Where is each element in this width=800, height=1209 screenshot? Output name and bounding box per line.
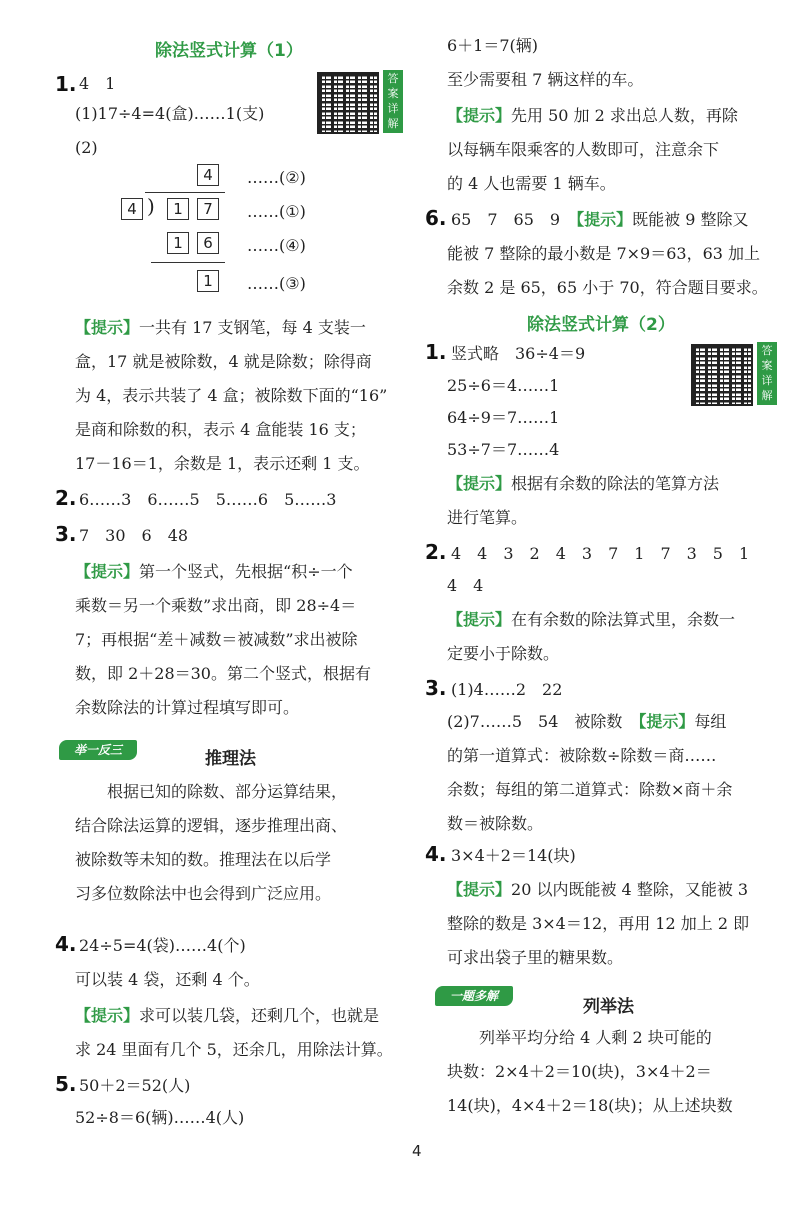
hint-label: 【提示】 (75, 1006, 140, 1025)
method-title-enumeration: 列举法 (583, 997, 634, 1017)
p4-hint-line1 (447, 880, 748, 900)
q4-hint-line2: 求 24 里面有几个 5，还余几，用除法计算。 (75, 1040, 393, 1059)
section-title-2: 除法竖式计算（2） (527, 315, 675, 335)
mark-1: ……(①) (247, 202, 306, 221)
p2-hint-line2: 定要小于除数。 (447, 644, 560, 663)
answer-detail-badge[interactable]: 答案详解 (757, 342, 777, 405)
p3-hint-line3: 余数；每组的第二道算式：除数×商＋余 (447, 780, 733, 799)
hint-text: 既能被 9 整除又 (632, 210, 749, 229)
subtraction-line (151, 262, 225, 263)
product-box-1: 1 (167, 232, 189, 254)
p3-number: 3. (425, 676, 447, 700)
hint-text: 20 以内既能被 4 整除，又能被 3 (511, 880, 749, 899)
p4-line1: 3×4＋2＝14(块) (451, 846, 576, 865)
method-title-reasoning: 推理法 (205, 749, 256, 769)
hint-label: 【提示】 (75, 318, 140, 337)
p1-line3: 64÷9＝7……1 (447, 408, 560, 427)
q6-line1 (451, 210, 748, 230)
q3-hint-line1 (75, 562, 353, 582)
p4-hint-line2: 整除的数是 3×4＝12，再用 12 加上 2 即 (447, 914, 750, 933)
q1-hint-line3: 为 4，表示共装了 4 盒；被除数下面的“16” (75, 386, 388, 405)
q1-number: 1. (55, 72, 77, 96)
q1-line1: 4 1 (79, 74, 116, 93)
hint-label: 【提示】 (447, 106, 512, 125)
q1-line3: (2) (75, 138, 98, 157)
division-bar (145, 192, 225, 193)
hint-text: 在有余数的除法算式里，余数一 (511, 610, 736, 629)
q5-hint-line1 (447, 106, 738, 126)
method1-line4: 习多位数除法中也会得到广泛应用。 (75, 884, 332, 903)
q5-line3: 6＋1＝7(辆) (447, 36, 539, 55)
qr-code-icon[interactable] (317, 72, 379, 134)
hint-label: 【提示】 (75, 562, 140, 581)
mark-4: ……(④) (247, 236, 306, 255)
method2-line1: 列举平均分给 4 人剩 2 块可能的 (479, 1028, 712, 1047)
q3-hint-line2: 乘数＝另一个乘数”求出商，即 28÷4＝ (75, 596, 357, 615)
hint-label: 【提示】 (447, 880, 512, 899)
p3-line2 (447, 712, 726, 732)
q1-hint-line1 (75, 318, 366, 338)
q3-number: 3. (55, 522, 77, 546)
hint-text: 求可以装几袋，还剩几个，也就是 (139, 1006, 380, 1025)
banner-ju-yi-fan-san: 举一反三 (59, 740, 137, 760)
hint-label: 【提示】 (638, 712, 695, 731)
p1-hint-line1 (447, 474, 719, 494)
q3-hint-line5: 余数除法的计算过程填写即可。 (75, 698, 300, 717)
p2-hint-line1 (447, 610, 735, 630)
hint-text: 一共有 17 支钢笔，每 4 支装一 (139, 318, 366, 337)
q3-hint-line3: 7；再根据“差＋减数＝被减数”求出被除 (75, 630, 358, 649)
p1-number: 1. (425, 340, 447, 364)
qr-code-icon[interactable] (691, 344, 753, 406)
p3-hint-line4: 数＝被除数。 (447, 814, 544, 833)
p4-number: 4. (425, 842, 447, 866)
hint-label: 【提示】 (447, 474, 512, 493)
q5-line4: 至少需要租 7 辆这样的车。 (447, 70, 644, 89)
q6-hint-line2: 能被 7 整除的最小数是 7×9＝63，63 加上 (447, 244, 761, 263)
hint-text: 根据有余数的除法的笔算方法 (511, 474, 720, 493)
p1-line2: 25÷6＝4……1 (447, 376, 560, 395)
method1-line2: 结合除法运算的逻辑，逐步推理出商、 (75, 816, 348, 835)
p2-number: 2. (425, 540, 447, 564)
section-title-1: 除法竖式计算（1） (155, 41, 303, 61)
hint-text: 第一个竖式，先根据“积÷一个 (139, 562, 353, 581)
mark-3: ……(③) (247, 274, 306, 293)
hint-label: 【提示】 (576, 210, 633, 229)
q6-number: 6. (425, 206, 447, 230)
q2-line1: 6……3 6……5 5……6 5……3 (79, 490, 337, 509)
q1-line2: (1)17÷4=4(盒)……1(支) (75, 104, 265, 123)
q5-hint-line3: 的 4 人也需要 1 辆车。 (447, 174, 616, 193)
q5-line1: 50＋2＝52(人) (79, 1076, 191, 1095)
remainder-box: 1 (197, 270, 219, 292)
p2-line1: 4 4 3 2 4 3 7 1 7 3 5 1 (451, 544, 750, 563)
p1-line1: 竖式略 36÷4＝9 (451, 344, 586, 363)
hint-text: 每组 (694, 712, 727, 731)
p1-line4: 53÷7＝7……4 (447, 440, 560, 459)
method2-line3: 14(块)，4×4＋2＝18(块)；从上述块数 (447, 1096, 733, 1115)
method1-line3: 被除数等未知的数。推理法在以后学 (75, 850, 332, 869)
product-box-2: 6 (197, 232, 219, 254)
q3-line1: 7 30 6 48 (79, 526, 189, 545)
answer-detail-badge[interactable]: 答案详解 (383, 70, 403, 133)
division-bracket-icon: ) (147, 194, 155, 218)
mark-2: ……(②) (247, 168, 306, 187)
p3-hint-line2: 的第一道算式：被除数÷除数＝商…… (447, 746, 717, 765)
q1-hint-line5: 17－16＝1，余数是 1，表示还剩 1 支。 (75, 454, 370, 473)
p4-hint-line3: 可求出袋子里的糖果数。 (447, 948, 624, 967)
p3-line1: (1)4……2 22 (451, 680, 563, 699)
q4-line2: 可以装 4 袋，还剩 4 个。 (75, 970, 260, 989)
method2-line2: 块数：2×4＋2＝10(块)，3×4＋2＝ (447, 1062, 712, 1081)
divisor-box: 4 (121, 198, 143, 220)
dividend-box-1: 1 (167, 198, 189, 220)
hint-text: 先用 50 加 2 求出总人数，再除 (511, 106, 738, 125)
q5-line2: 52÷8＝6(辆)……4(人) (75, 1108, 245, 1127)
q5-number: 5. (55, 1072, 77, 1096)
p2-line2: 4 4 (447, 576, 484, 595)
banner-yi-ti-duo-jie: 一题多解 (435, 986, 513, 1006)
q4-hint-line1 (75, 1006, 379, 1026)
q6-answers: 65 7 65 9 (451, 210, 561, 229)
q1-hint-line2: 盒，17 就是被除数，4 就是除数；除得商 (75, 352, 372, 371)
q1-hint-line4: 是商和除数的积，表示 4 盒能装 16 支； (75, 420, 366, 439)
dividend-box-2: 7 (197, 198, 219, 220)
q4-line1: 24÷5=4(袋)……4(个) (79, 936, 246, 955)
q4-number: 4. (55, 932, 77, 956)
q3-hint-line4: 数，即 2＋28＝30。第二个竖式，根据有 (75, 664, 371, 683)
q5-hint-line2: 以每辆车限乘客的人数即可，注意余下 (447, 140, 720, 159)
q2-number: 2. (55, 486, 77, 510)
hint-label: 【提示】 (447, 610, 512, 629)
p1-hint-line2: 进行笔算。 (447, 508, 528, 527)
method1-line1: 根据已知的除数、部分运算结果， (107, 782, 348, 801)
q6-hint-line3: 余数 2 是 65，65 小于 70，符合题目要求。 (447, 278, 768, 297)
p3-answers: (2)7……5 54 被除数 (447, 712, 639, 731)
page-number: 4 (412, 1142, 422, 1160)
quotient-box: 4 (197, 164, 219, 186)
